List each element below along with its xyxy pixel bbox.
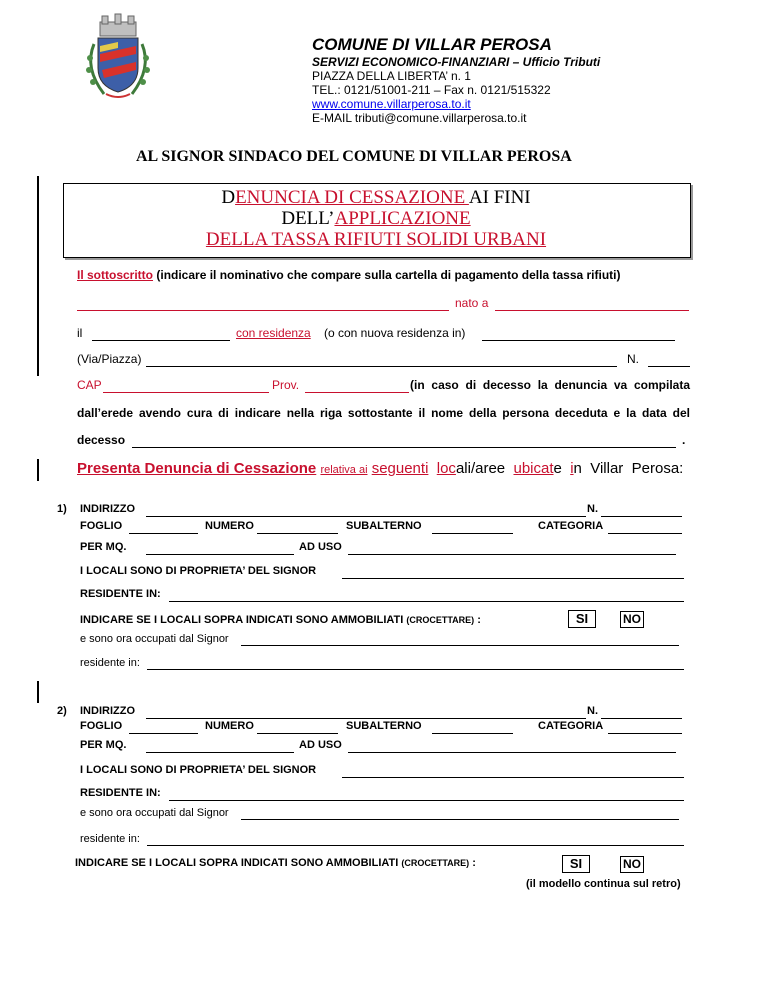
indirizzo-number-field[interactable] [601, 516, 682, 517]
per-mq-label: PER MQ. [80, 541, 127, 553]
foglio-field[interactable] [129, 533, 198, 534]
title-ai-fini: AI FINI [468, 187, 531, 208]
birthdate-field[interactable] [92, 340, 230, 341]
mq-field[interactable] [146, 554, 294, 555]
colon-text: : [477, 614, 481, 626]
presenta-ubicat: ubicat [513, 460, 554, 477]
office-address: PIAZZA DELLA LIBERTA’ n. 1 [312, 69, 471, 83]
foglio-field[interactable] [129, 733, 198, 734]
subalterno-label: SUBALTERNO [346, 720, 422, 732]
end-dot: . [682, 433, 686, 447]
title-applicazione: APPLICAZIONE [334, 208, 471, 229]
n-label: N. [627, 352, 639, 366]
section-2-index: 2) [57, 705, 67, 717]
website-link[interactable]: www.comune.villarperosa.to.it [312, 97, 471, 111]
ad-uso-field[interactable] [348, 752, 676, 753]
ammobiliati-text: INDICARE SE I LOCALI SOPRA INDICATI SONO AMMOBILIATI [75, 857, 399, 869]
decesso-label: decesso [77, 433, 126, 447]
numero-field[interactable] [257, 533, 338, 534]
title-dell: DELL’ [281, 208, 335, 229]
indirizzo-label: INDIRIZZO [80, 503, 135, 515]
n-label: N. [587, 705, 598, 717]
indirizzo-field[interactable] [146, 718, 586, 719]
residente-in-field[interactable] [147, 845, 684, 846]
indirizzo-number-field[interactable] [601, 718, 682, 719]
deceased-field[interactable] [132, 447, 676, 448]
presenta-n: n [573, 460, 582, 477]
coat-of-arms-logo [78, 8, 158, 104]
residente-field[interactable] [169, 601, 684, 602]
foglio-label: FOGLIO [80, 520, 123, 532]
n-label: N. [587, 503, 598, 515]
via-label: (Via/Piazza) [77, 352, 142, 366]
subalterno-label: SUBALTERNO [346, 520, 422, 532]
street-field[interactable] [146, 366, 617, 367]
sottoscritto-note: (indicare il nominativo che compare sulla cartella di pagamento della tassa rifiuti) [156, 268, 621, 282]
no-checkbox[interactable]: NO [620, 856, 644, 873]
dept-name: SERVIZI ECONOMICO-FINANZIARI – Ufficio Tributi [312, 55, 601, 69]
colon-text: : [472, 857, 476, 869]
civic-number-field[interactable] [648, 366, 690, 367]
subalterno-field[interactable] [432, 533, 513, 534]
nuova-residenza-label: (o con nuova residenza in) [324, 326, 466, 340]
decesso-note: (in caso di decesso la denuncia va compilata [410, 378, 690, 392]
residence-field[interactable] [482, 340, 675, 341]
title-cessazione: ENUNCIA DI CESSAZIONE [235, 187, 469, 208]
proprieta-label: I LOCALI SONO DI PROPRIETA’ DEL SIGNOR [80, 764, 317, 776]
presenta-perosa: Perosa: [631, 460, 684, 477]
residente-label: RESIDENTE IN: [80, 787, 161, 799]
birthplace-field[interactable] [495, 310, 689, 311]
numero-label: NUMERO [205, 520, 254, 532]
numero-label: NUMERO [205, 720, 254, 732]
occupati-label: e sono ora occupati dal Signor [80, 633, 229, 645]
numero-field[interactable] [257, 733, 338, 734]
sottoscritto-row [77, 268, 621, 282]
foglio-label: FOGLIO [80, 720, 123, 732]
ammobiliati-label [75, 857, 476, 869]
name-field[interactable] [77, 310, 449, 311]
email-address: E-MAIL tributi@comune.villarperosa.to.it [312, 111, 527, 125]
sottoscritto-label: Il sottoscritto [77, 268, 154, 282]
residente-label: RESIDENTE IN: [80, 588, 161, 600]
presenta-loc: loc [436, 460, 456, 477]
categoria-label: CATEGORIA [538, 520, 604, 532]
margin-bar [37, 459, 39, 481]
prov-label: Prov. [272, 378, 300, 392]
presenta-i: i [570, 460, 574, 477]
ad-uso-label: AD USO [299, 541, 342, 553]
presenta-e: e [553, 460, 562, 477]
phone-fax: TEL.: 0121/51001-211 – Fax n. 0121/515322 [312, 83, 551, 97]
title-letter-d: D [221, 187, 236, 208]
presenta-aree: ali/aree [455, 460, 506, 477]
subalterno-field[interactable] [432, 733, 513, 734]
crocettare-text: (CROCETTARE) [401, 858, 470, 868]
occupati-field[interactable] [241, 819, 679, 820]
presenta-title: Presenta Denuncia di Cessazione [77, 460, 317, 477]
decesso-line2: dall’erede avendo cura di indicare nella riga sottostante il nome della persona deceduta e la data del [77, 406, 690, 420]
margin-bar [37, 681, 39, 703]
indirizzo-label: INDIRIZZO [80, 705, 135, 717]
cap-field[interactable] [103, 392, 269, 393]
categoria-label: CATEGORIA [538, 720, 604, 732]
prov-field[interactable] [305, 392, 409, 393]
occupati-label: e sono ora occupati dal Signor [80, 807, 229, 819]
residente-in-label: residente in: [80, 657, 140, 669]
ad-uso-field[interactable] [348, 554, 676, 555]
mq-field[interactable] [146, 752, 294, 753]
addressee-line: AL SIGNOR SINDACO DEL COMUNE DI VILLAR PEROSA [136, 148, 572, 165]
proprieta-field[interactable] [342, 578, 684, 579]
occupati-field[interactable] [241, 645, 679, 646]
categoria-field[interactable] [608, 533, 682, 534]
cap-label: CAP [77, 378, 102, 392]
crocettare-text: (CROCETTARE) [406, 615, 475, 625]
footer-note: (il modello continua sul retro) [526, 878, 681, 890]
org-name: COMUNE DI VILLAR PEROSA [312, 35, 552, 54]
categoria-field[interactable] [608, 733, 682, 734]
per-mq-label: PER MQ. [80, 739, 127, 751]
proprieta-field[interactable] [342, 777, 684, 778]
residente-in-field[interactable] [147, 669, 684, 670]
section-1-index: 1) [57, 503, 67, 515]
margin-bar [37, 176, 39, 376]
indirizzo-field[interactable] [146, 516, 586, 517]
document-title [63, 187, 689, 250]
con-residenza-label: con residenza [236, 326, 311, 340]
ammobiliati-text: INDICARE SE I LOCALI SOPRA INDICATI SONO AMMOBILIATI [80, 614, 404, 626]
il-label: il [77, 326, 83, 340]
presenta-line [77, 460, 683, 477]
no-checkbox[interactable]: NO [620, 611, 644, 628]
residente-field[interactable] [169, 800, 684, 801]
residente-in-label: residente in: [80, 833, 140, 845]
presenta-relativa: relativa ai [320, 464, 368, 476]
nato-a-label: nato a [455, 296, 489, 310]
proprieta-label: I LOCALI SONO DI PROPRIETA’ DEL SIGNOR [80, 565, 317, 577]
presenta-villar: Villar [590, 460, 624, 477]
presenta-seguenti: seguenti [371, 460, 429, 477]
ammobiliati-label [80, 614, 481, 626]
si-checkbox[interactable]: SI [562, 855, 590, 873]
si-checkbox[interactable]: SI [568, 610, 596, 628]
ad-uso-label: AD USO [299, 739, 342, 751]
title-tassa-rifiuti: DELLA TASSA RIFIUTI SOLIDI URBANI [205, 229, 547, 250]
